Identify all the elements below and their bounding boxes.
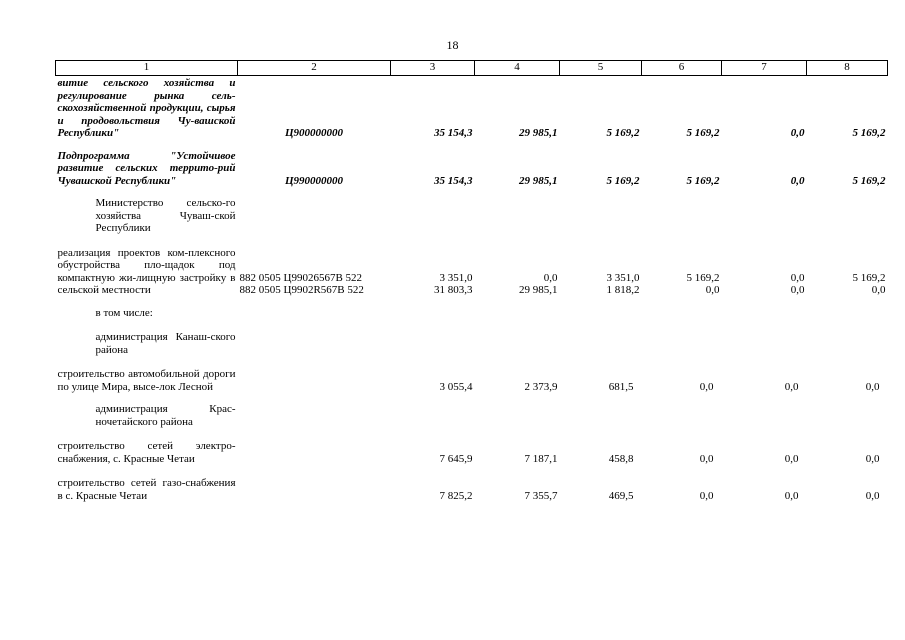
cell-value: 0,0 (865, 452, 880, 465)
cell-value: 29 985,1 (519, 127, 558, 139)
cell-value: 35 154,3 (434, 127, 473, 139)
budget-table (55, 60, 888, 502)
cell-value: 0,0 (699, 489, 714, 502)
column-header: 4 (475, 61, 560, 76)
row-code: 882 0505 Ц99026567В 522 882 0505 Ц9902R567В 522 (239, 271, 364, 296)
table-row (56, 297, 888, 320)
column-header: 8 (807, 61, 888, 76)
cell-value: 7 187,1 (524, 452, 558, 465)
table-row (56, 187, 888, 235)
row-description: строительство сетей газо-снабжения в с. Красные Четаи (57, 477, 236, 502)
cell-value: 5 169,2 (686, 127, 720, 139)
cell-value: 0,0 29 985,1 (519, 271, 558, 296)
cell-value: 0,0 (784, 452, 799, 465)
column-header: 2 (238, 61, 391, 76)
cell-value: 3 351,0 31 803,3 (434, 271, 473, 296)
cell-value: 3 351,0 1 818,2 (606, 271, 640, 296)
cell-value: 458,8 (608, 452, 634, 465)
cell-value: 469,5 (608, 489, 634, 502)
cell-value: 7 645,9 (439, 452, 473, 465)
cell-value: 0,0 (865, 380, 880, 393)
row-code: Ц900000000 (284, 127, 344, 139)
cell-value: 3 055,4 (439, 380, 473, 393)
cell-value: 681,5 (608, 380, 634, 393)
table-row (56, 428, 888, 465)
page-number: 18 (446, 38, 459, 52)
cell-value: 5 169,2 0,0 (852, 271, 886, 296)
table-row (56, 319, 888, 356)
cell-value: 0,0 (784, 489, 799, 502)
table-row (56, 235, 888, 297)
row-description: администрация Крас-ночетайского района (95, 403, 236, 428)
cell-value: 5 169,2 (852, 174, 886, 187)
column-header: 7 (722, 61, 807, 76)
row-description: витие сельского хозяйства и регулирование рынка сель-скохозяйственной продукции, сырья и продовольствия Чу-вашской Республики" (57, 77, 236, 139)
cell-value: 35 154,3 (434, 174, 473, 187)
cell-value: 7 355,7 (524, 489, 558, 502)
row-code: Ц990000000 (284, 174, 344, 187)
cell-value: 5 169,2 (852, 127, 886, 139)
row-description: реализация проектов ком-плексного обустройства пло-щадок под компактную жи-лищную застройку в сельской местности (57, 246, 236, 296)
row-description: администрация Канаш-ского района (95, 331, 236, 356)
cell-value: 0,0 (790, 174, 805, 187)
column-header: 3 (391, 61, 475, 76)
cell-value: 29 985,1 (519, 174, 558, 187)
table-row (56, 465, 888, 502)
row-description: строительство сетей электро-снабжения, с. Красные Четаи (57, 440, 236, 465)
header-row (56, 61, 888, 76)
cell-value: 0,0 (865, 489, 880, 502)
cell-value: 0,0 (699, 380, 714, 393)
table-row (56, 393, 888, 428)
row-description: Министерство сельско-го хозяйства Чуваш-ской Республики (95, 197, 236, 234)
cell-value: 5 169,2 (606, 174, 640, 187)
column-header: 5 (560, 61, 642, 76)
column-header: 1 (56, 61, 238, 76)
cell-value: 5 169,2 (686, 174, 720, 187)
cell-value: 7 825,2 (439, 489, 473, 502)
cell-value: 5 169,2 (606, 127, 640, 139)
cell-value: 2 373,9 (524, 380, 558, 393)
table-row (56, 140, 888, 188)
table-row (56, 356, 888, 393)
cell-value: 0,0 (790, 127, 805, 139)
cell-value: 0,0 (784, 380, 799, 393)
row-description: строительство автомобильной дороги по улице Мира, высе-лок Лесной (57, 368, 236, 393)
cell-value: 0,0 (699, 452, 714, 465)
column-header: 6 (642, 61, 722, 76)
cell-value: 0,0 0,0 (790, 271, 805, 296)
cell-value: 5 169,2 0,0 (686, 271, 720, 296)
table-row (56, 76, 888, 140)
row-description: в том числе: (95, 306, 153, 319)
row-description: Подпрограмма "Устойчивое развитие сельских террито-рий Чувашской Республики" (57, 149, 236, 187)
